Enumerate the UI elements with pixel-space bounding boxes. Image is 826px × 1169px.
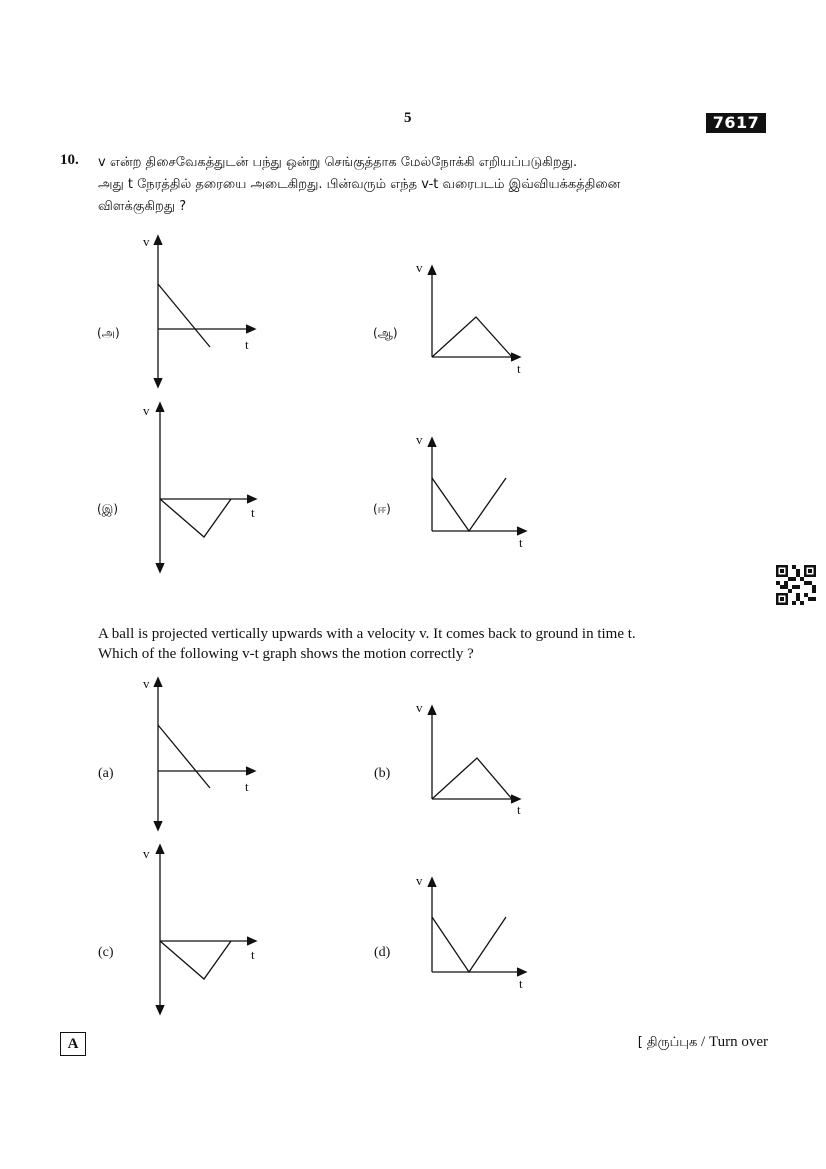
v-axis-label: v — [143, 403, 150, 418]
turn-over-note — [638, 1034, 768, 1051]
tamil-line-3: விளக்குகிறது ? — [98, 199, 187, 214]
v-axis-label: v — [143, 234, 150, 249]
t-axis-label: t — [519, 535, 523, 550]
t-axis-label: t — [245, 779, 249, 794]
t-axis-label: t — [519, 976, 523, 991]
t-axis-label: t — [517, 361, 521, 376]
v-axis-label: v — [416, 432, 423, 447]
option-label-tamil-1: (அ) — [97, 326, 120, 340]
t-axis-label: t — [251, 947, 255, 962]
v-axis-label: v — [143, 676, 150, 691]
page-number: 5 — [404, 110, 412, 126]
t-axis-label: t — [251, 505, 255, 520]
set-code-box: A — [60, 1032, 86, 1056]
option-label-c: (c) — [98, 945, 114, 960]
v-axis-label: v — [143, 846, 150, 861]
option-label-tamil-4: (ஈ) — [373, 502, 391, 516]
v-axis-label: v — [416, 873, 423, 888]
option-label-a: (a) — [98, 766, 114, 781]
turn-over-tamil: [ திருப்புக — [637, 1035, 698, 1050]
v-axis-label: v — [416, 700, 423, 715]
t-axis-label: t — [517, 802, 521, 817]
turn-over-english: / Turn over — [697, 1034, 768, 1050]
option-label-tamil-3: (இ) — [97, 502, 119, 516]
option-label-tamil-2: (ஆ) — [373, 326, 398, 340]
tamil-line-1: v என்ற திசைவேகத்துடன் பந்து ஒன்று செங்குத்தாக மேல்நோக்கி எறியப்படுகிறது. — [98, 155, 578, 170]
english-line-1: A ball is projected vertically upwards with a velocity v. It comes back to ground in time t. — [98, 626, 636, 642]
english-line-2: Which of the following v-t graph shows the motion correctly ? — [98, 646, 474, 662]
t-axis-label: t — [245, 337, 249, 352]
option-label-b: (b) — [374, 766, 391, 781]
question-number: 10. — [60, 152, 79, 168]
v-axis-label: v — [416, 260, 423, 275]
option-label-d: (d) — [374, 945, 391, 960]
tamil-line-2: அது t நேரத்தில் தரையை அடைகிறது. பின்வரும் எந்த v-t வரைபடம் இவ்வியக்கத்தினை — [98, 177, 621, 192]
paper-code-badge: 7617 — [706, 113, 766, 133]
